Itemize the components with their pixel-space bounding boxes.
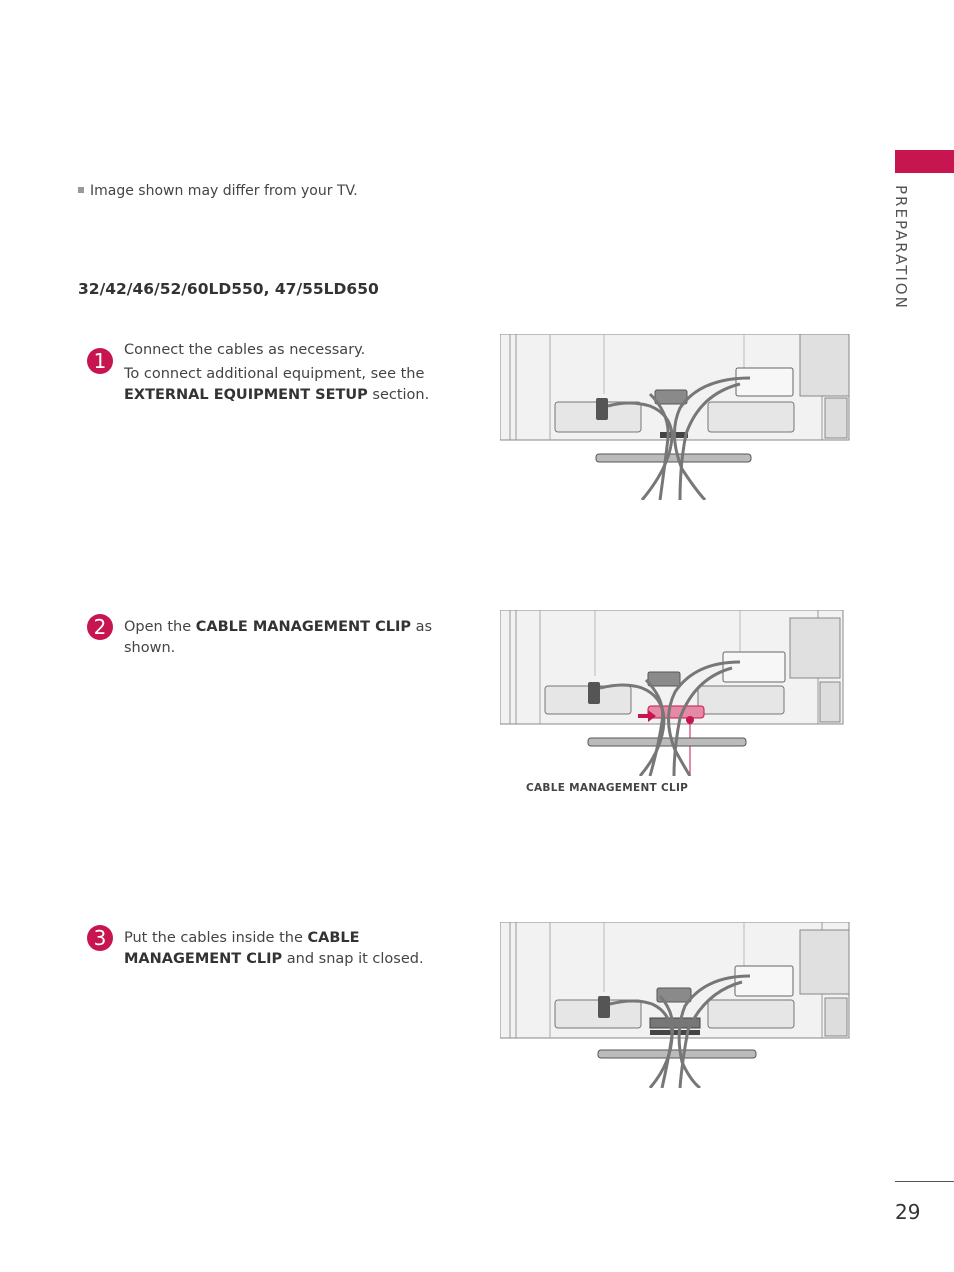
step-1-line2-bold: EXTERNAL EQUIPMENT SETUP [124, 387, 368, 403]
step-2-bold: CABLE MANAGEMENT CLIP [195, 619, 411, 635]
image-note [78, 183, 358, 199]
step-1-number: 1 [87, 348, 113, 374]
tv-rear-illustration-1 [500, 334, 850, 500]
step-2-post: as shown. [124, 619, 433, 656]
step-1-text [124, 340, 454, 409]
page-number-rule [895, 1181, 954, 1182]
step-2-pre: Open the [124, 619, 196, 635]
step-2-text [124, 617, 454, 662]
bullet-square-icon [78, 187, 84, 193]
image-note-text: Image shown may differ from your TV. [90, 183, 358, 199]
step-3-post: and snap it closed. [282, 951, 424, 967]
cable-management-clip-callout: CABLE MANAGEMENT CLIP [526, 782, 689, 794]
model-heading: 32/42/46/52/60LD550, 47/55LD650 [78, 280, 379, 298]
section-title: PREPARATION [892, 185, 910, 310]
page-number: 29 [895, 1200, 921, 1224]
step-1-line1: Connect the cables as necessary. [124, 342, 366, 358]
step-1-line2-post: section. [367, 387, 430, 403]
step-1-line2-pre: To connect additional equipment, see the [124, 366, 425, 382]
tv-rear-illustration-2 [500, 610, 850, 776]
tv-rear-illustration-3 [500, 922, 850, 1088]
step-3-bold: CABLE MANAGEMENT CLIP [124, 930, 360, 967]
step-2-number: 2 [87, 614, 113, 640]
section-tab-marker [895, 150, 954, 173]
step-3-text [124, 928, 454, 973]
step-3-pre: Put the cables inside the [124, 930, 308, 946]
step-1-line2 [124, 364, 454, 406]
step-3-number: 3 [87, 925, 113, 951]
